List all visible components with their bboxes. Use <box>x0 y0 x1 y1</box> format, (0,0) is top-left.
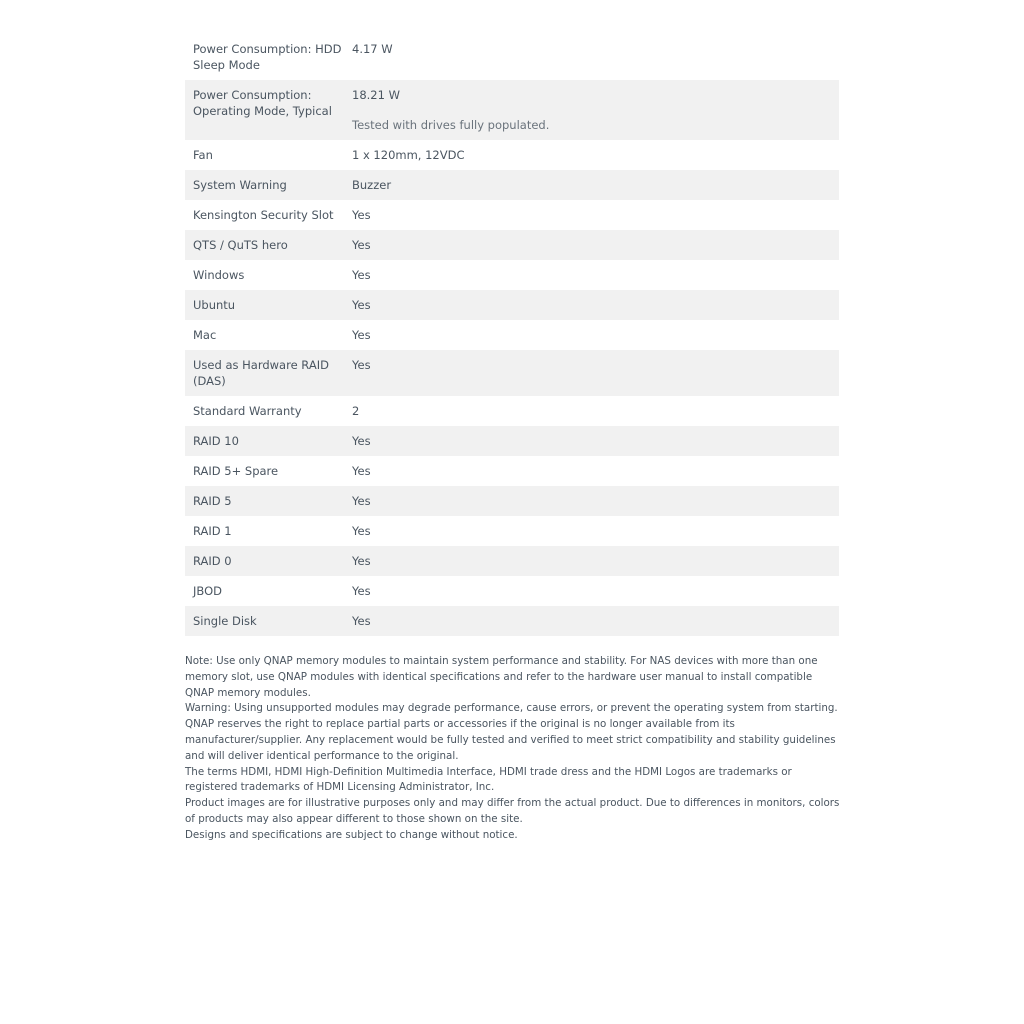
spec-value: Yes <box>352 358 371 372</box>
specs-change-notice: Designs and specifications are subject to change without notice. <box>185 828 518 841</box>
product-image-disclaimer: Product images are for illustrative purposes only and may differ from the actual product. Due to differences in monitors, colors of products may also appear different to those shown on the site. <box>185 797 840 825</box>
spec-label: RAID 5 <box>193 494 232 508</box>
memory-note: Note: Use only QNAP memory modules to maintain system performance and stability. For NAS devices with more than one memory slot, use QNAP modules with identical specifications and refer to the hardware user manual to install compatible QNAP memory modules. <box>185 655 818 699</box>
spec-label: QTS / QuTS hero <box>193 238 288 252</box>
spec-value: Yes <box>352 298 371 312</box>
spec-label: RAID 10 <box>193 434 239 448</box>
spec-label: Power Consumption: Operating Mode, Typical <box>193 88 332 118</box>
spec-row <box>185 170 839 200</box>
spec-value: Yes <box>352 434 371 448</box>
spec-row <box>185 546 839 576</box>
spec-row <box>185 140 839 170</box>
spec-value: 1 x 120mm, 12VDC <box>352 148 465 162</box>
spec-row <box>185 290 839 320</box>
spec-value: Buzzer <box>352 178 392 192</box>
spec-row <box>185 486 839 516</box>
spec-value-note: Tested with drives fully populated. <box>352 118 550 132</box>
spec-table <box>185 34 839 636</box>
hdmi-trademark-note: The terms HDMI, HDMI High-Definition Multimedia Interface, HDMI trade dress and the HDMI Logos are trademarks or registered trademarks of HDMI Licensing Administrator, Inc. <box>185 765 792 794</box>
spec-value: 2 <box>352 404 360 418</box>
spec-label: Power Consumption: HDD Sleep Mode <box>193 42 342 72</box>
spec-row <box>185 80 839 140</box>
spec-value: Yes <box>352 328 371 342</box>
spec-label: Fan <box>193 148 213 162</box>
spec-row <box>185 200 839 230</box>
spec-value: Yes <box>352 554 371 568</box>
spec-label: Windows <box>193 268 245 282</box>
spec-label: Mac <box>193 328 217 342</box>
spec-label: System Warning <box>193 178 287 192</box>
replacement-note: QNAP reserves the right to replace partial parts or accessories if the original is no longer available from its manufacturer/supplier. Any replacement would be fully tested and verified to meet strict compatibility and stability guidelines and will deliver identical performance to the original. <box>185 718 836 762</box>
spec-row <box>185 350 839 396</box>
footnotes <box>185 654 840 844</box>
spec-value-text: 4.17 W <box>352 42 393 56</box>
spec-value: Yes <box>352 464 371 478</box>
spec-row <box>185 396 839 426</box>
spec-label: RAID 0 <box>193 554 232 568</box>
spec-row <box>185 606 839 636</box>
spec-row <box>185 34 839 80</box>
spec-row <box>185 230 839 260</box>
spec-value <box>352 87 839 133</box>
spec-row <box>185 516 839 546</box>
spec-label: Used as Hardware RAID (DAS) <box>193 358 329 388</box>
spec-value: Yes <box>352 208 371 222</box>
spec-value: Yes <box>352 614 371 628</box>
spec-label: Kensington Security Slot <box>193 208 334 222</box>
spec-value: Yes <box>352 494 371 508</box>
spec-row <box>185 320 839 350</box>
spec-label: JBOD <box>193 584 222 598</box>
spec-label: Single Disk <box>193 614 257 628</box>
memory-warning: Warning: Using unsupported modules may degrade performance, cause errors, or prevent the operating system from starting. <box>185 702 838 715</box>
spec-value: Yes <box>352 238 371 252</box>
spec-label: RAID 1 <box>193 524 232 538</box>
spec-value-text: 18.21 W <box>352 88 400 102</box>
spec-value: Yes <box>352 584 371 598</box>
spec-value: Yes <box>352 524 371 538</box>
spec-label: Standard Warranty <box>193 404 302 418</box>
spec-value: Yes <box>352 268 371 282</box>
spec-row <box>185 576 839 606</box>
spec-row <box>185 260 839 290</box>
spec-label: RAID 5+ Spare <box>193 464 279 478</box>
spec-value <box>352 41 839 73</box>
spec-label: Ubuntu <box>193 298 236 312</box>
spec-row <box>185 456 839 486</box>
spec-row <box>185 426 839 456</box>
